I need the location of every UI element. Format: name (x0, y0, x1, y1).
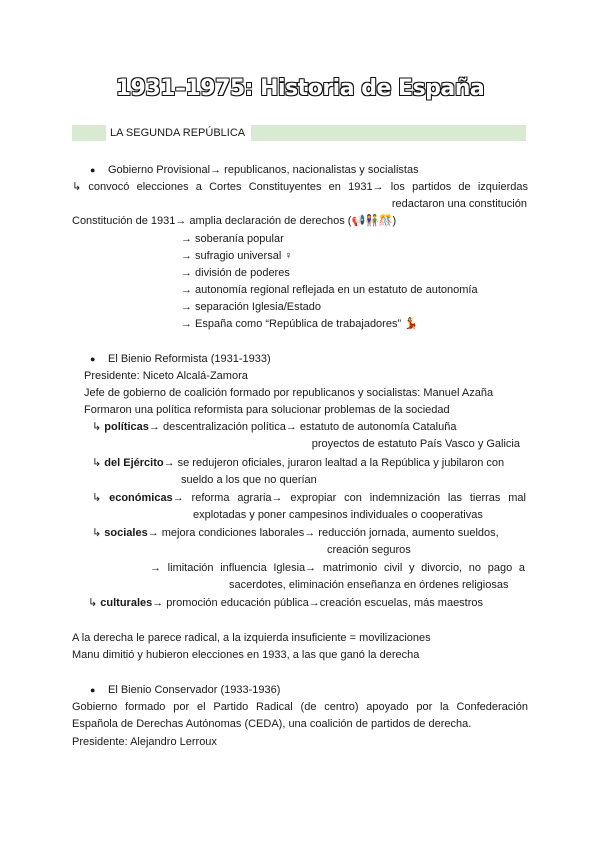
right-item: → sufragio universal ♀ (181, 250, 293, 262)
conservador-line-2: Española de Derechas Autónomas (CEDA), una coalición de partidos de derecha. (72, 718, 472, 730)
sub-arrow-icon: ↳ (92, 457, 102, 469)
bullet-marker: ● (90, 685, 96, 695)
reform-category-label: políticas (104, 421, 149, 433)
reform-category-label: culturales (100, 597, 153, 609)
section-header-label: LA SEGUNDA REPÚBLICA (106, 125, 251, 141)
right-item: → España como “República de trabajadores” 💃 (181, 318, 418, 330)
reform-iglesia-cont: sacerdotes, eliminación enseñanza en órdenes religiosas (229, 579, 509, 591)
right-item: → soberanía popular (181, 233, 284, 245)
constitution-line: Constitución de 1931→ amplia declaración de derechos (📢👫🎊) (72, 215, 397, 227)
reform-category-text: → promoción educación pública→creación escuelas, más maestros (152, 597, 484, 609)
right-item: → división de poderes (181, 267, 290, 279)
reform-culturales (88, 596, 483, 610)
reform-ejercito-cont: sueldo a los que no querían (181, 474, 317, 486)
reformista-heading: El Bienio Reformista (1931-1933) (108, 353, 271, 365)
sub-arrow-icon: ↳ (92, 492, 102, 504)
bullet-marker: ● (90, 354, 96, 364)
page-title: 1931–1975: Historia de España (115, 76, 485, 101)
provisional-line-2: redactaron una constitución (391, 198, 527, 210)
conservador-president: Presidente: Alejandro Lerroux (72, 736, 217, 748)
reform-politicas-cont: proyectos de estatuto País Vasco y Galicia (311, 438, 520, 450)
reform-sociales-cont: creación seguros (327, 544, 411, 556)
right-item: → separación Iglesia/Estado (181, 301, 322, 313)
reform-ejercito (92, 456, 504, 470)
reformista-president: Presidente: Niceto Alcalá-Zamora (84, 370, 248, 382)
provisional-heading: Gobierno Provisional→ republicanos, nacionalistas y socialistas (108, 164, 419, 176)
sub-arrow-icon: ↳ (88, 597, 98, 609)
reform-category-label: económicas (109, 492, 173, 504)
aftermath-line-1: A la derecha le parece radical, a la izquierda insuficiente = movilizaciones (72, 632, 431, 644)
reform-iglesia: → limitación influencia Iglesia→ matrimonio civil y divorcio, no pago a (150, 562, 525, 574)
reform-category-label: sociales (104, 527, 148, 539)
conservador-heading: El Bienio Conservador (1933-1936) (108, 684, 281, 696)
sub-arrow-icon: ↳ (92, 527, 102, 539)
right-item: → autonomía regional reflejada en un estatuto de autonomía (181, 284, 478, 296)
reform-economicas (92, 491, 526, 505)
reform-category-text: → reforma agraria→ expropiar con indemnización las tierras mal (172, 492, 526, 504)
reform-category-text: → descentralización política→ estatuto de autonomía Cataluña (148, 421, 457, 433)
reform-category-text: → se redujeron oficiales, juraron lealtad a la República y jubilaron con (163, 457, 505, 469)
reformista-policy: Formaron una política reformista para solucionar problemas de la sociedad (84, 404, 450, 416)
reformista-chief: Jefe de gobierno de coalición formado por republicanos y socialistas: Manuel Azaña (84, 387, 494, 399)
bullet-marker: ● (90, 165, 96, 175)
reform-politicas (92, 420, 456, 434)
conservador-line-1: Gobierno formado por el Partido Radical (de centro) apoyado por la Confederación (72, 701, 528, 713)
reform-category-text: → mejora condiciones laborales→ reducción jornada, aumento sueldos, (147, 527, 499, 539)
section-header-bar (72, 125, 526, 141)
provisional-line-1: ↳ convocó elecciones a Cortes Constituyentes en 1931→ los partidos de izquierdas (72, 181, 528, 193)
reform-sociales (92, 526, 499, 540)
aftermath-line-2: Manu dimitió y hubieron elecciones en 1933, a las que ganó la derecha (72, 649, 420, 661)
sub-arrow-icon: ↳ (92, 421, 102, 433)
reform-category-label: del Ejército (104, 457, 164, 469)
reform-economicas-cont: explotadas y poner campesinos individuales o cooperativas (193, 509, 483, 521)
